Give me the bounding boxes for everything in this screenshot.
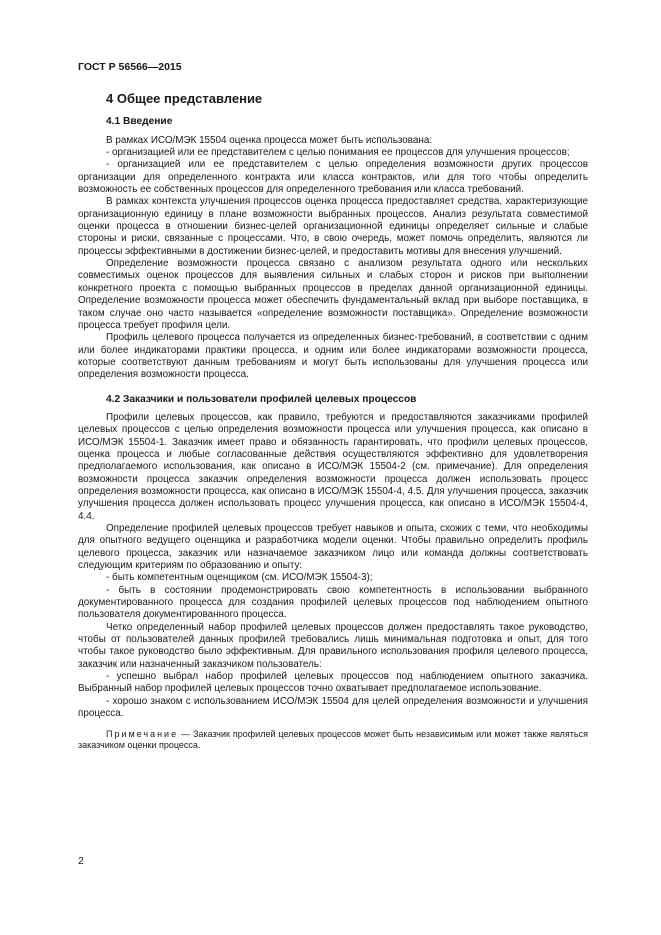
- paragraph: В рамках контекста улучшения процессов оценка процесса предоставляет средства, характеризующие организационную единицу в плане возможности выбранных процессов. Анализ результата совместимой оценки процесса в отношении бизнес-целей организационной единицы определяет сильные и слабые стороны и риски, связанные с процессами. Что, в свою очередь, может помочь определить, являются ли процессы эффективными в достижении бизнес-целей, и предоставить мотивы для внесения улучшений.: [78, 196, 588, 257]
- paragraph: В рамках ИСО/МЭК 15504 оценка процесса может быть использована:: [106, 134, 433, 146]
- list-item: - организацией или ее представителем с целью понимания ее процессов для улучшения процессов;: [106, 147, 570, 159]
- list-item: - организацией или ее представителем с целью определения возможности других процессов организации для определенного контракта или класса контрактов, или для того чтобы определить возможность ее собственных процессов для определенного требования или класса требований.: [78, 159, 588, 196]
- paragraph: Определение возможности процесса связано с анализом результата одного или нескольких совместимых оценок процессов для выявления сильных и слабых сторон и рисков при выполнении конкретного проекта с помощью выбранных процессов в пределах данной организационной единицы. Определение возможности процесса может обеспечить фундаментальный вклад при выборе поставщика, в таком случае оно часто называется «определение возможности поставщика». Определение возможности процесса требует профиля цели.: [78, 258, 588, 331]
- document-body: [78, 86, 588, 752]
- list-item: - быть в состоянии продемонстрировать свою компетентность в использовании выбранного документированного процесса для создания профилей целевых процессов под наблюдением опытного пользователя документированного процесса.: [78, 584, 588, 621]
- paragraph: Профили целевых процессов, как правило, требуются и предоставляются заказчиками профилей целевых процессов с целью определения возможности процесса или улучшения процесса, как описано в ИСО/МЭК 15504-1. Заказчик имеет право и обязанность гарантировать, что профили целевых процессов, оценка процесса и любые согласованные действия осуществляются эффективно для удовлетворения предполагаемого использования, как описано в ИСО/МЭК 15504-2 (см. примечание). Для определения возможности процесса заказчик определения возможности процесса должен использовать процесс определения возможности процесса, как описано в ИСО/МЭК 15504-4, 4.5. Для улучшения процесса, заказчик улучшения процесса должен использовать процесс улучшения процесса, как описано в ИСО/МЭК 15504-4, 4.4.: [78, 411, 588, 522]
- subsection-title-4-2: 4.2 Заказчики и пользователи профилей целевых процессов: [106, 393, 417, 405]
- note-text: — Заказчик профилей целевых процессов может быть независимым или может также являться заказчиком оценки процесса.: [78, 728, 588, 750]
- page-number: 2: [78, 855, 84, 867]
- paragraph: Профиль целевого процесса получается из определенных бизнес-требований, в соответствии с одним или более индикаторами практики процесса, и одним или более индикаторами возможности процесса, которые соответствуют данным требованиям и могут быть использованы для улучшения процесса или определения возможности процесса.: [78, 332, 588, 381]
- paragraph: Определение профилей целевых процессов требует навыков и опыта, схожих с теми, что необходимы для опытного ведущего оценщика и разработчика модели оценки. Чтобы правильно определить профиль целевого процесса, заказчик или назначаемое заказчиком лицо или команда должны соответствовать следующим критериям по образованию и опыту:: [78, 523, 588, 572]
- list-item: - хорошо знаком с использованием ИСО/МЭК 15504 для целей определения возможности и улучшения процесса.: [78, 695, 588, 720]
- paragraph: Четко определенный набор профилей целевых процессов должен предоставлять такое руководство, чтобы от пользователей данных профилей требовались лишь минимальная подготовка и опыт, для того чтобы такое руководство было эффективным. Для правильного использования профиля целевого процесса, заказчик или назначенный заказчиком пользователь:: [78, 621, 588, 670]
- subsection-title-4-1: 4.1 Введение: [106, 116, 173, 128]
- standard-header: ГОСТ Р 56566—2015: [78, 61, 182, 73]
- section-title: 4 Общее представление: [106, 91, 263, 106]
- list-item: - быть компетентным оценщиком (см. ИСО/МЭК 15504-3);: [106, 572, 373, 584]
- note: [78, 729, 588, 752]
- list-item: - успешно выбрал набор профилей целевых процессов под наблюдением опытного заказчика. Выбранный набор профилей целевых процессов точно охватывает предполагаемое использование.: [78, 671, 588, 695]
- note-label: Примечание: [106, 728, 179, 739]
